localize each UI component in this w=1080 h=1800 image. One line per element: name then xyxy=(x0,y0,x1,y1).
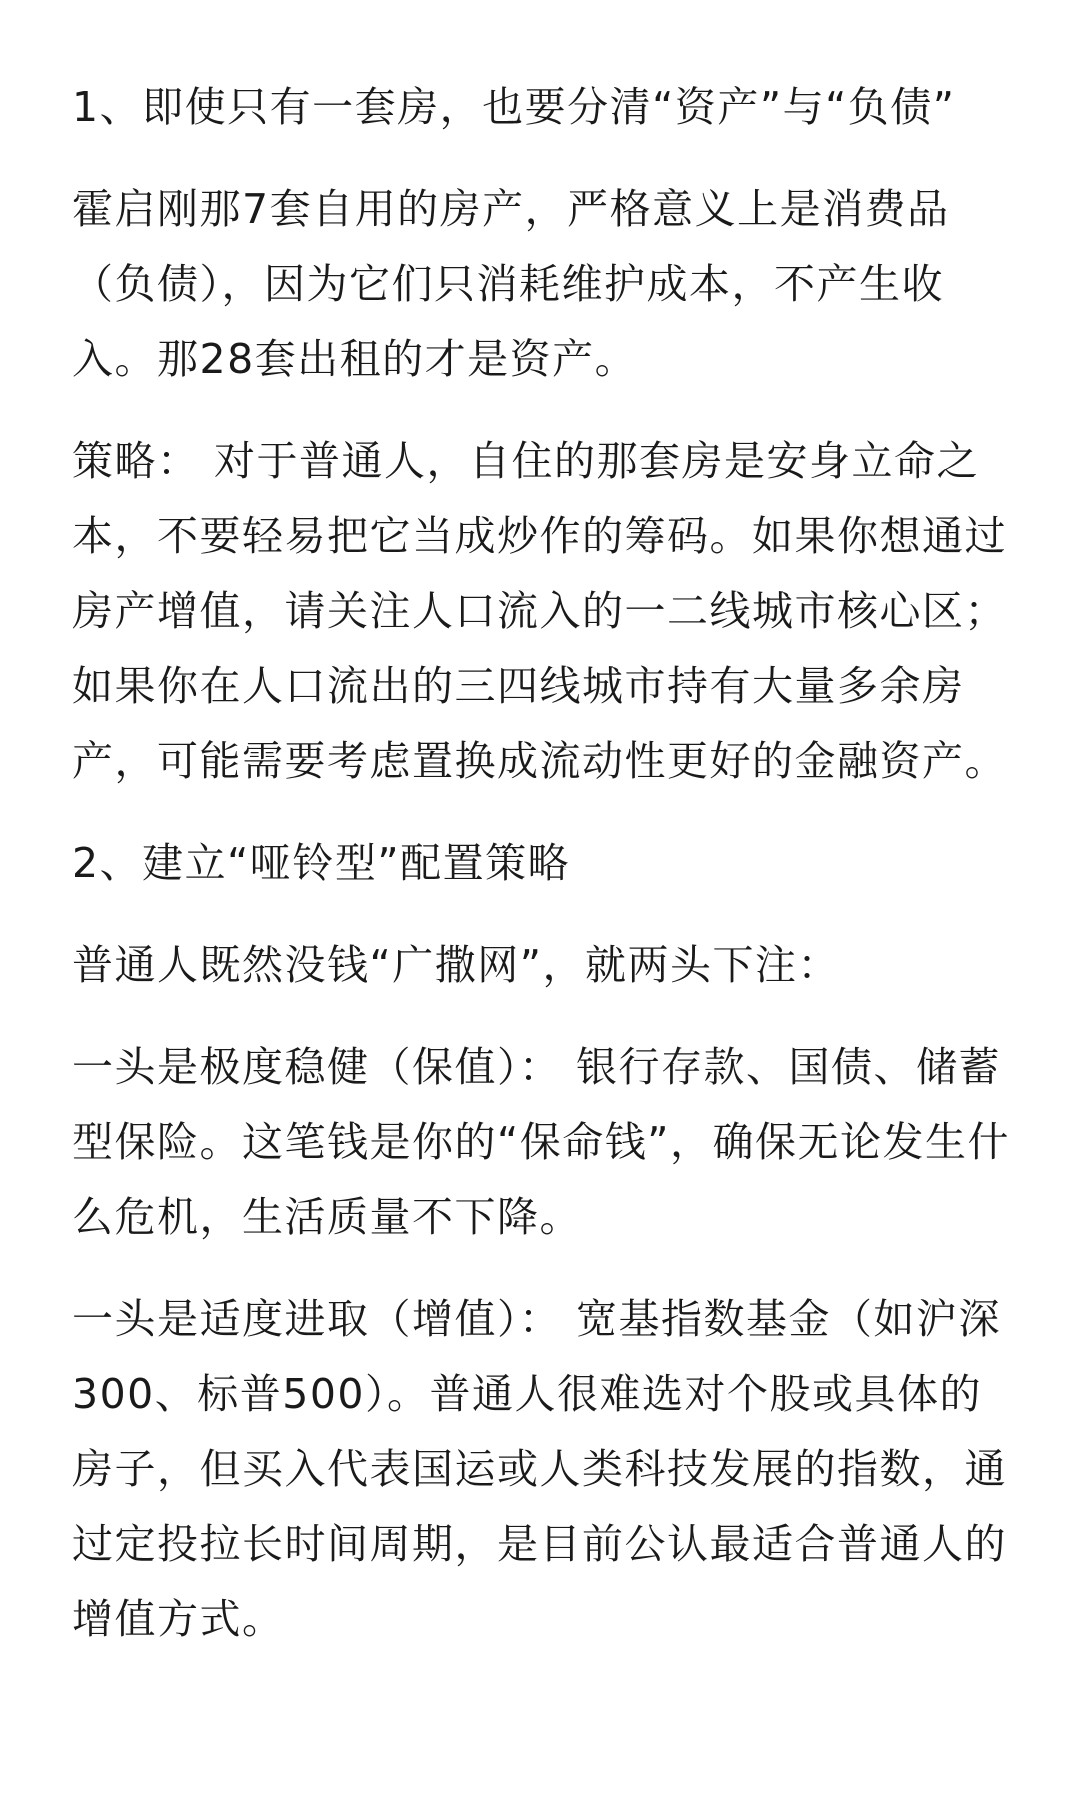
section-2-aggressive-paragraph: 一头是适度进取（增值）： 宽基指数基金（如沪深300、标普500）。普通人很难选对个股或具体的房子，但买入代表国运或人类科技发展的指数，通过定投拉长时间周期，是目前公认最适合普通人的增值方式。 xyxy=(72,1295,1007,1643)
section-2-conservative-paragraph: 一头是极度稳健（保值）： 银行存款、国债、储蓄型保险。这笔钱是你的“保命钱”，确保无论发生什么危机，生活质量不下降。 xyxy=(72,1043,1010,1241)
section-1-strategy-paragraph: 策略： 对于普通人，自住的那套房是安身立命之本，不要轻易把它当成炒作的筹码。如果你想通过房产增值，请关注人口流入的一二线城市核心区；如果你在人口流出的三四线城市持有大量多余房产，可能需要考虑置换成流动性更好的金融资产。 xyxy=(72,437,1007,785)
article-body xyxy=(72,70,1012,1684)
section-2-intro-paragraph: 普通人既然没钱“广撒网”，就两头下注： xyxy=(72,941,840,989)
section-2-heading: 2、建立“哑铃型”配置策略 xyxy=(72,839,571,887)
section-1-paragraph-1: 霍启刚那7套自用的房产，严格意义上是消费品（负债），因为它们只消耗维护成本，不产生收入。那28套出租的才是资产。 xyxy=(72,185,950,383)
section-1-heading: 1、即使只有一套房，也要分清“资产”与“负债” xyxy=(72,83,956,131)
